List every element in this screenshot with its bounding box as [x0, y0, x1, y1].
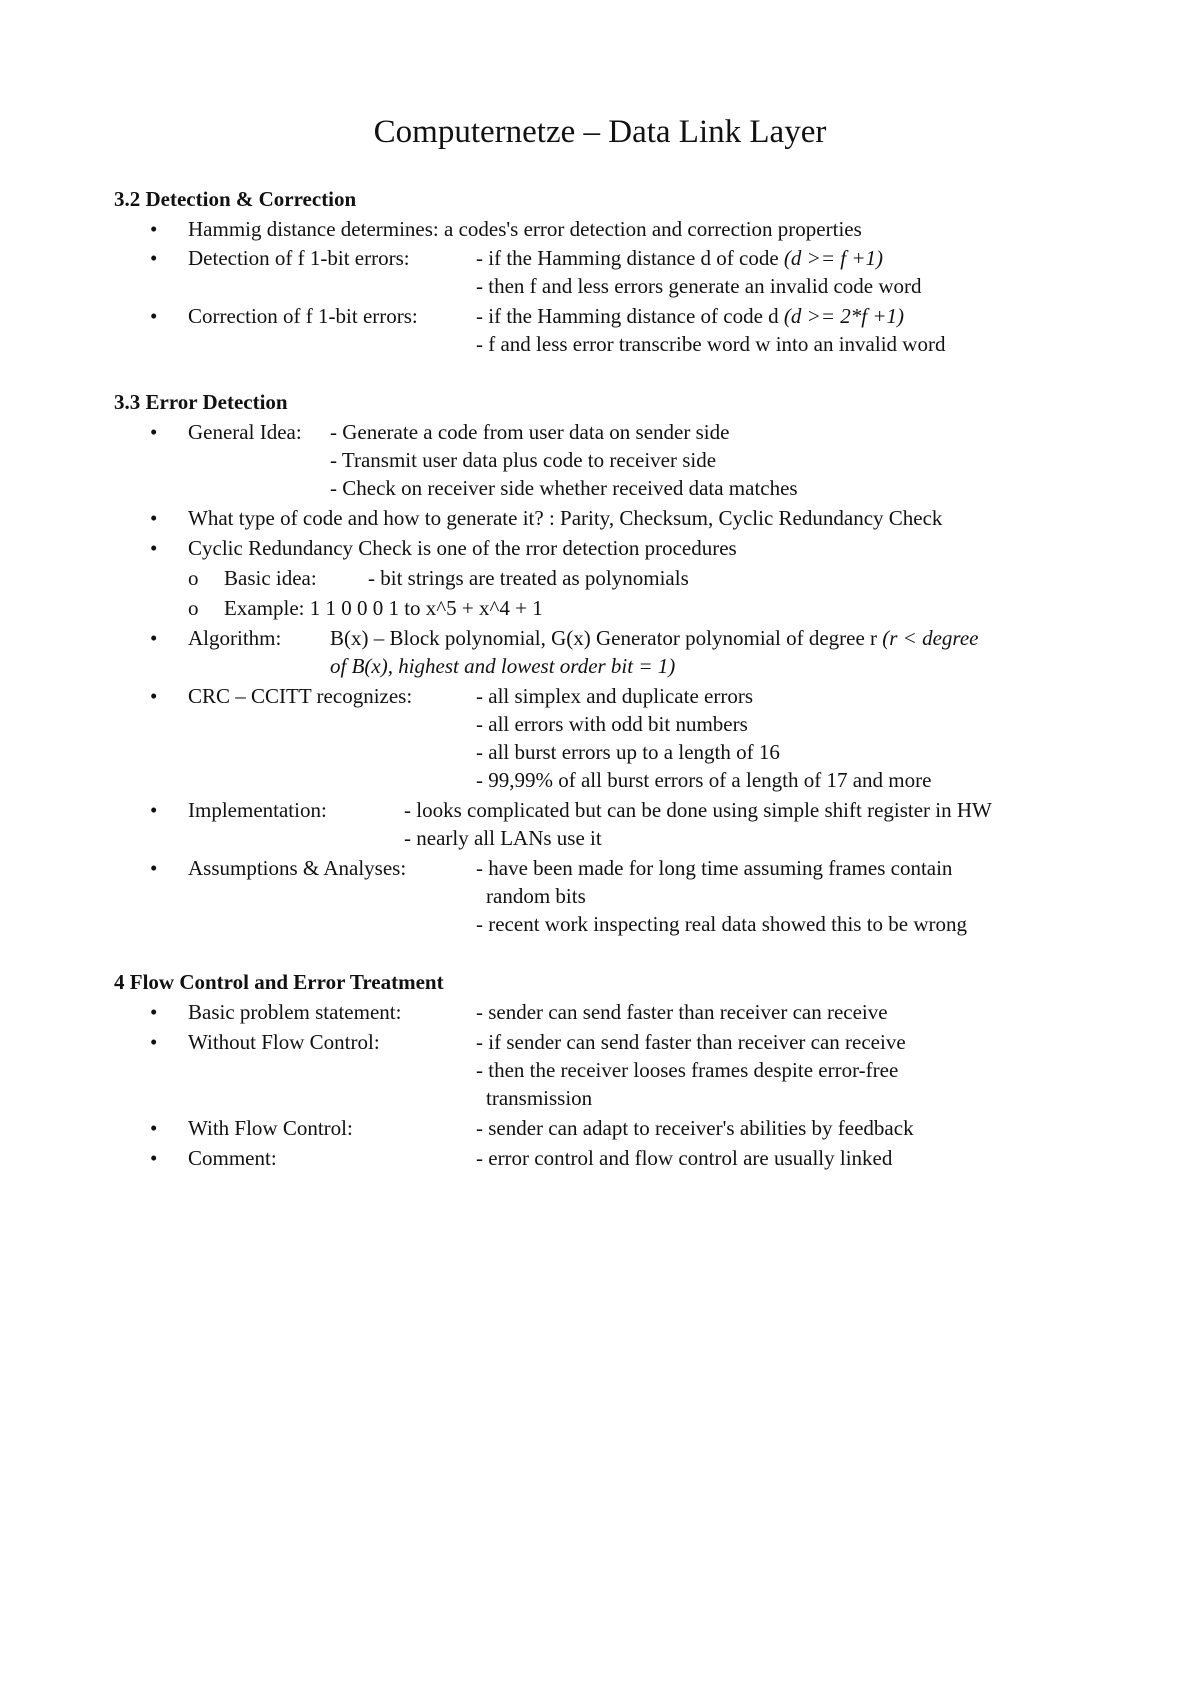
- bullet: •: [150, 626, 158, 650]
- text-line: - all simplex and duplicate errors: [476, 684, 753, 708]
- item-label: Algorithm:: [188, 626, 282, 650]
- formula-italic: (d >= 2*f +1): [783, 304, 904, 328]
- text-line: - then f and less errors generate an invalid code word: [476, 274, 922, 298]
- text-line: - Transmit user data plus code to receiver side: [330, 448, 717, 472]
- text-line: - looks complicated but can be done using simple shift register in HW: [404, 798, 992, 822]
- text-line: - have been made for long time assuming frames contain: [476, 856, 953, 880]
- bullet: •: [150, 536, 158, 560]
- text-line: random bits: [486, 884, 586, 908]
- bullet: •: [150, 1000, 158, 1024]
- text-line: - bit strings are treated as polynomials: [368, 566, 689, 590]
- item-label: Detection of f 1-bit errors:: [188, 246, 410, 270]
- text-line: - sender can adapt to receiver's abilities by feedback: [476, 1116, 914, 1140]
- text-line: - recent work inspecting real data showed this to be wrong: [476, 912, 968, 936]
- text-line: Hammig distance determines: a codes's error detection and correction properties: [188, 217, 862, 241]
- text-fragment: B(x) – Block polynomial, G(x) Generator polynomial of degree r: [330, 626, 883, 650]
- text-fragment: - if the Hamming distance of code d: [476, 304, 784, 328]
- bullet: •: [150, 506, 158, 530]
- bullet: •: [150, 304, 158, 328]
- item-label: Correction of f 1-bit errors:: [188, 304, 418, 328]
- text-line: [476, 302, 904, 330]
- sub-bullet: o: [188, 596, 199, 620]
- sub-bullet: o: [188, 566, 199, 590]
- item-label: General Idea:: [188, 420, 302, 444]
- text-line: What type of code and how to generate it? : Parity, Checksum, Cyclic Redundancy Check: [188, 506, 943, 530]
- item-label: Without Flow Control:: [188, 1030, 380, 1054]
- bullet: •: [150, 420, 158, 444]
- text-line: transmission: [486, 1086, 593, 1110]
- bullet: •: [150, 217, 158, 241]
- text-line: - all burst errors up to a length of 16: [476, 740, 780, 764]
- text-line: - if sender can send faster than receiver can receive: [476, 1030, 906, 1054]
- bullet: •: [150, 798, 158, 822]
- bullet: •: [150, 684, 158, 708]
- formula-italic: (d >= f +1): [783, 246, 883, 270]
- text-line: - f and less error transcribe word w into an invalid word: [476, 332, 946, 356]
- text-line: - sender can send faster than receiver can receive: [476, 1000, 888, 1024]
- text-line: - nearly all LANs use it: [404, 826, 602, 850]
- bullet: •: [150, 1116, 158, 1140]
- page-title: Computernetze – Data Link Layer: [373, 114, 827, 150]
- item-label: CRC – CCITT recognizes:: [188, 684, 413, 708]
- text-line: [330, 624, 978, 652]
- item-label: Basic idea:: [224, 566, 317, 590]
- bullet: •: [150, 856, 158, 880]
- item-label: Implementation:: [188, 798, 327, 822]
- item-label: Basic problem statement:: [188, 1000, 402, 1024]
- section-heading-4: 4 Flow Control and Error Treatment: [114, 970, 444, 994]
- item-label: Comment:: [188, 1146, 277, 1170]
- text-line: - Check on receiver side whether received data matches: [330, 476, 798, 500]
- item-label: Assumptions & Analyses:: [188, 856, 407, 880]
- text-line: Cyclic Redundancy Check is one of the rror detection procedures: [188, 536, 737, 560]
- text-line: - Generate a code from user data on sender side: [330, 420, 730, 444]
- section-heading-3-2: 3.2 Detection & Correction: [114, 187, 357, 211]
- text-fragment: - if the Hamming distance d of code: [476, 246, 784, 270]
- text-line: - all errors with odd bit numbers: [476, 712, 748, 736]
- text-line: [476, 244, 883, 272]
- bullet: •: [150, 1146, 158, 1170]
- text-line: Example: 1 1 0 0 0 1 to x^5 + x^4 + 1: [224, 596, 543, 620]
- text-line: - 99,99% of all burst errors of a length of 17 and more: [476, 768, 932, 792]
- formula-italic: (r < degree: [882, 626, 979, 650]
- text-line: - error control and flow control are usually linked: [476, 1146, 893, 1170]
- section-heading-3-3: 3.3 Error Detection: [114, 390, 288, 414]
- text-line: of B(x), highest and lowest order bit = 1): [330, 654, 676, 678]
- item-label: With Flow Control:: [188, 1116, 353, 1140]
- text-line: - then the receiver looses frames despite error-free: [476, 1058, 899, 1082]
- bullet: •: [150, 1030, 158, 1054]
- bullet: •: [150, 246, 158, 270]
